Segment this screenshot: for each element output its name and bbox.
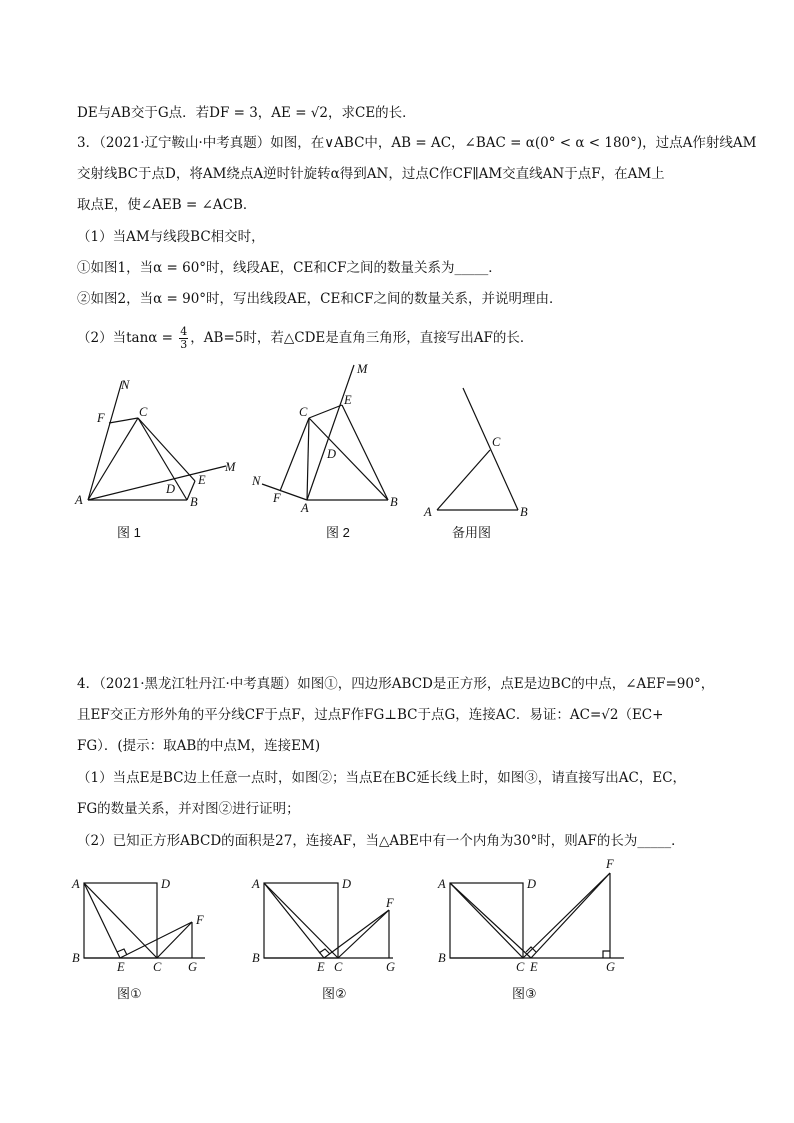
sq2-seg-ae (264, 883, 324, 958)
caption-sq2: 图② (322, 986, 347, 1001)
caption-fig2: 图 2 (326, 525, 350, 540)
sq1-seg-ef (120, 922, 192, 958)
fig1-label-e: E (198, 473, 206, 487)
problem3-line3: 取点E，使∠AEB = ∠ACB． (77, 197, 257, 213)
sq2-label-e: E (317, 960, 325, 974)
fig2-label-e: E (344, 393, 352, 407)
caption-sq1: 图① (117, 986, 142, 1001)
problem3-line2: 交射线BC于点D，将AM绕点A逆时针旋转α得到AN，过点C作CF∥AM交直线AN于点F，在AM上 (77, 166, 665, 182)
fig1-label-m: M (225, 460, 236, 474)
sq3-label-d: D (527, 877, 537, 891)
sq3-fg-right-angle (603, 951, 610, 958)
sq2-label-c: C (334, 960, 343, 974)
sq1-label-c: C (153, 960, 162, 974)
fig2-label-n: N (252, 474, 261, 488)
fig2-label-d: D (327, 447, 337, 461)
problem2-tail: DE与AB交于G点．若DF = 3，AE = √2，求CE的长． (77, 105, 416, 121)
problem4-line3: FG）．(提示：取AB的中点M，连接EM) (77, 738, 321, 754)
sq3-label-f: F (606, 857, 614, 871)
fig1-label-a: A (75, 493, 83, 507)
sq1-label-a: A (72, 877, 80, 891)
sq1-seg-cf (157, 922, 192, 958)
sq3-seg-cf (523, 873, 610, 958)
sq3-label-e: E (530, 960, 538, 974)
sq2-label-a: A (252, 877, 260, 891)
fraction-numerator: 4 (180, 325, 188, 338)
sq1-label-e: E (117, 960, 125, 974)
sq2-label-f: F (386, 896, 394, 910)
sq2-seg-ef (324, 910, 389, 958)
problem3-part1: （1）当AM与线段BC相交时， (77, 229, 265, 245)
part2-pre: （2）当tanα = (77, 330, 178, 346)
caption-spare: 备用图 (452, 525, 492, 540)
problem4-line6: （2）已知正方形ABCD的面积是27，连接AF，当△ABE中有一个内角为30°时，则AF的长为_____． (77, 833, 685, 849)
fig3-label-a: A (424, 505, 432, 519)
fig2-label-f: F (273, 491, 281, 505)
problem3-header: 3．（2021·辽宁鞍山·中考真题）如图，在∨ABC中，AB = AC，∠BAC = α(0° < α < 180°)，过点A作射线AM (77, 135, 757, 151)
fig2-label-c: C (299, 405, 308, 419)
fig1-label-d: D (166, 482, 176, 496)
problem4-line5: FG的数量关系，并对图②进行证明； (77, 801, 300, 817)
caption-fig1: 图 1 (117, 525, 141, 540)
caption-sq3: 图③ (512, 986, 537, 1001)
fig1-label-c: C (139, 405, 148, 419)
fig2-label-a: A (301, 501, 309, 515)
fig3-label-b: B (520, 505, 528, 519)
sq2-label-d: D (342, 877, 352, 891)
fig1-label-n: N (121, 378, 130, 392)
problem3-q1: ①如图1，当α = 60°时，线段AE，CE和CF之间的数量关系为_____． (77, 260, 502, 276)
sq1-label-g: G (188, 960, 198, 974)
fig1-label-f: F (97, 411, 105, 425)
problem3-q2: ②如图2，当α = 90°时，写出线段AE，CE和CF之间的数量关系，并说明理由． (77, 291, 563, 307)
problem4-line1: 4．（2021·黑龙江牡丹江·中考真题）如图①，四边形ABCD是正方形，点E是边BC的中点，∠AEF=90°， (77, 676, 715, 692)
fraction-denominator: 3 (180, 338, 188, 351)
problem4-line2: 且EF交正方形外角的平分线CF于点F，过点F作FG⊥BC于点G，连接AC．易证：AC=√2（EC+ (77, 707, 664, 723)
sq1-seg-ac (84, 883, 157, 958)
fig2-label-b: B (390, 495, 398, 509)
sq3-label-c: C (516, 960, 525, 974)
sq2-seg-cf (338, 910, 389, 958)
sq1-seg-ae (84, 883, 120, 958)
sq1-label-f: F (196, 913, 204, 927)
problem4-line4: （1）当点E是BC边上任意一点时，如图②；当点E在BC延长线上时，如图③，请直接写出AC，EC， (77, 770, 687, 786)
sq3-label-g: G (606, 960, 616, 974)
part2-post: ，AB=5时，若△CDE是直角三角形，直接写出AF的长． (190, 330, 534, 346)
fig3-label-c: C (492, 435, 501, 449)
sq3-label-b: B (438, 951, 446, 965)
sq2-label-g: G (386, 960, 396, 974)
sq2-seg-ac (264, 883, 338, 958)
fig2-label-m: M (357, 362, 368, 376)
sq1-label-b: B (72, 951, 80, 965)
sq3-seg-ef (531, 873, 610, 958)
sq2-label-b: B (252, 951, 260, 965)
sq3-seg-ae (450, 883, 531, 958)
sq3-seg-ac (450, 883, 523, 958)
fig1-label-b: B (190, 495, 198, 509)
sq3-label-a: A (438, 877, 446, 891)
sq1-label-d: D (161, 877, 171, 891)
